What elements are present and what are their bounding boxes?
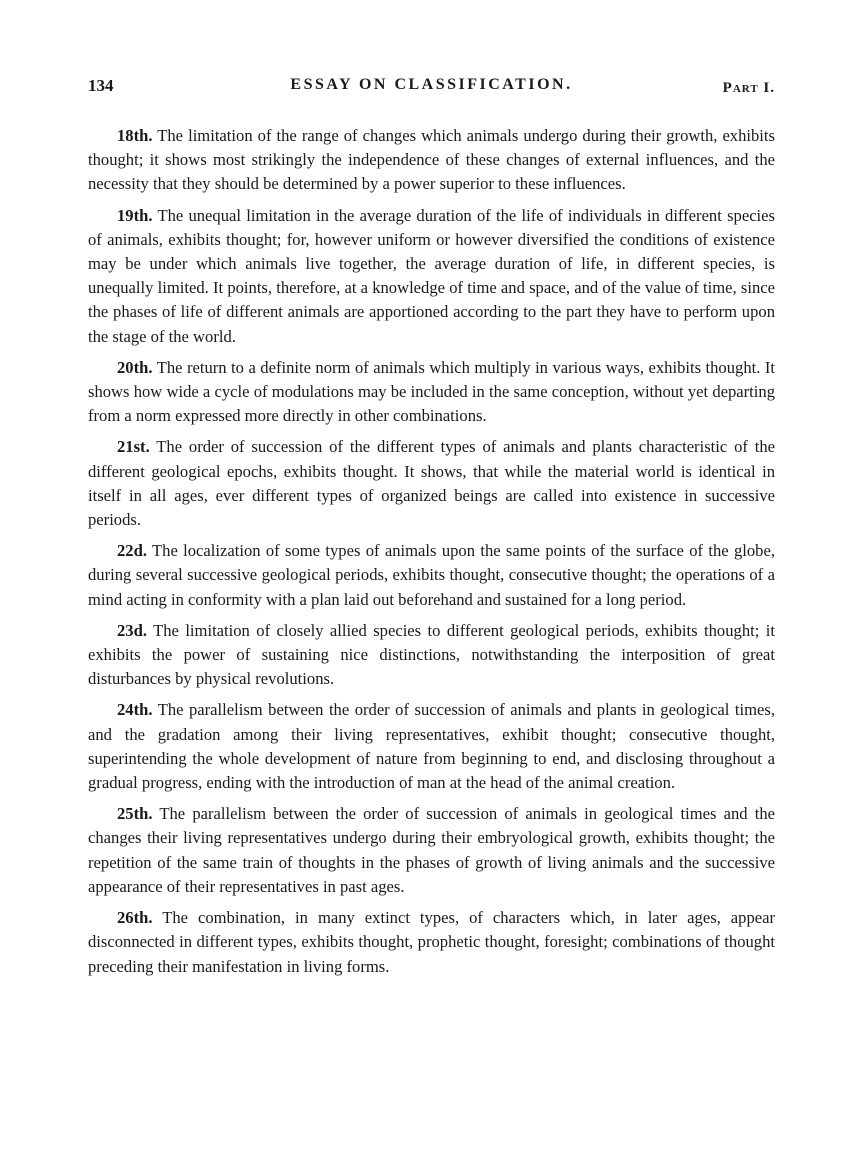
paragraph-number: 20th.: [117, 357, 153, 377]
paragraph-text: The return to a definite norm of animals which multiply in various ways, exhibits thought. It shows how wide a cycle of modulations may be included in the same conception, without yet departing from a norm expressed more directly in other combinations.: [88, 357, 775, 426]
paragraph-number: 26th.: [117, 908, 153, 928]
paragraph-text: The unequal limitation in the average duration of the life of individuals in different species of animals, exhibits thought; for, however uniform or however diversified the conditions of existence may be under which animals live together, the average duration of life, in different species, is unequally limited. It points, therefore, at a knowledge of time and space, and of the value of time, since the phases of life of different animals are apportioned according to the part they have to perform upon the stage of the world.: [88, 205, 775, 346]
paragraph-number: 21st.: [117, 437, 150, 457]
running-title: ESSAY ON CLASSIFICATION.: [290, 76, 573, 93]
paragraph-21st: [88, 435, 775, 532]
paragraph-number: 22d.: [117, 541, 147, 561]
paragraph-18th: [88, 124, 775, 197]
paragraph-text: The parallelism between the order of succession of animals and plants in geological times, and the gradation among their living representatives, exhibit thought; consecutive thought, superintending the whole development of nature from beginning to end, and disclosing throughout a gradual progress, ending with the introduction of man at the head of the animal creation.: [88, 700, 775, 793]
part-label: Part I.: [722, 80, 775, 96]
paragraph-19th: [88, 204, 775, 349]
paragraph-number: 23d.: [117, 620, 147, 640]
paragraph-24th: [88, 698, 775, 795]
page-body: [88, 124, 775, 979]
running-head: [88, 76, 775, 104]
paragraph-20th: [88, 356, 775, 429]
paragraph-23d: [88, 619, 775, 692]
paragraph-text: The parallelism between the order of succession of animals in geological times and the changes their living representatives undergo during their embryological growth, exhibits thought; the repetition of the same train of thoughts in the phases of growth of living animals and the successive appearance of their representatives in past ages.: [88, 804, 775, 896]
paragraph-number: 25th.: [117, 804, 153, 824]
paragraph-number: 24th.: [117, 700, 153, 720]
paragraph-text: The order of succession of the different types of animals and plants characteristic of the different geological epochs, exhibits thought. It shows, that while the material world is identical in itself in all ages, ever different types of organized beings are called into existence in successive periods.: [88, 437, 775, 530]
page-number: 134: [88, 76, 114, 95]
paragraph-number: 18th.: [117, 126, 153, 145]
paragraph-26th: [88, 906, 775, 979]
paragraph-text: The localization of some types of animals upon the same points of the surface of the globe, during several successive geological periods, exhibits thought, consecutive thought; the operations of a mind acting in conformity with a plan laid out beforehand and sustained for a long period.: [88, 541, 775, 609]
paragraph-number: 19th.: [117, 205, 153, 225]
paragraph-25th: [88, 802, 775, 899]
paragraph-text: The limitation of the range of changes which animals undergo during their growth, exhibits thought; it shows most strikingly the independence of these changes of external influences, and the necessity that they should be determined by a power superior to these influences.: [88, 126, 775, 194]
paragraph-22d: [88, 539, 775, 612]
paragraph-text: The combination, in many extinct types, of characters which, in later ages, appear disconnected in different types, exhibits thought, prophetic thought, foresight; combinations of thought preceding their manifestation in living forms.: [88, 908, 775, 976]
paragraph-text: The limitation of closely allied species to different geological periods, exhibits thought; it exhibits the power of sustaining nice distinctions, notwithstanding the interposition of great disturbances by physical revolutions.: [88, 620, 775, 689]
